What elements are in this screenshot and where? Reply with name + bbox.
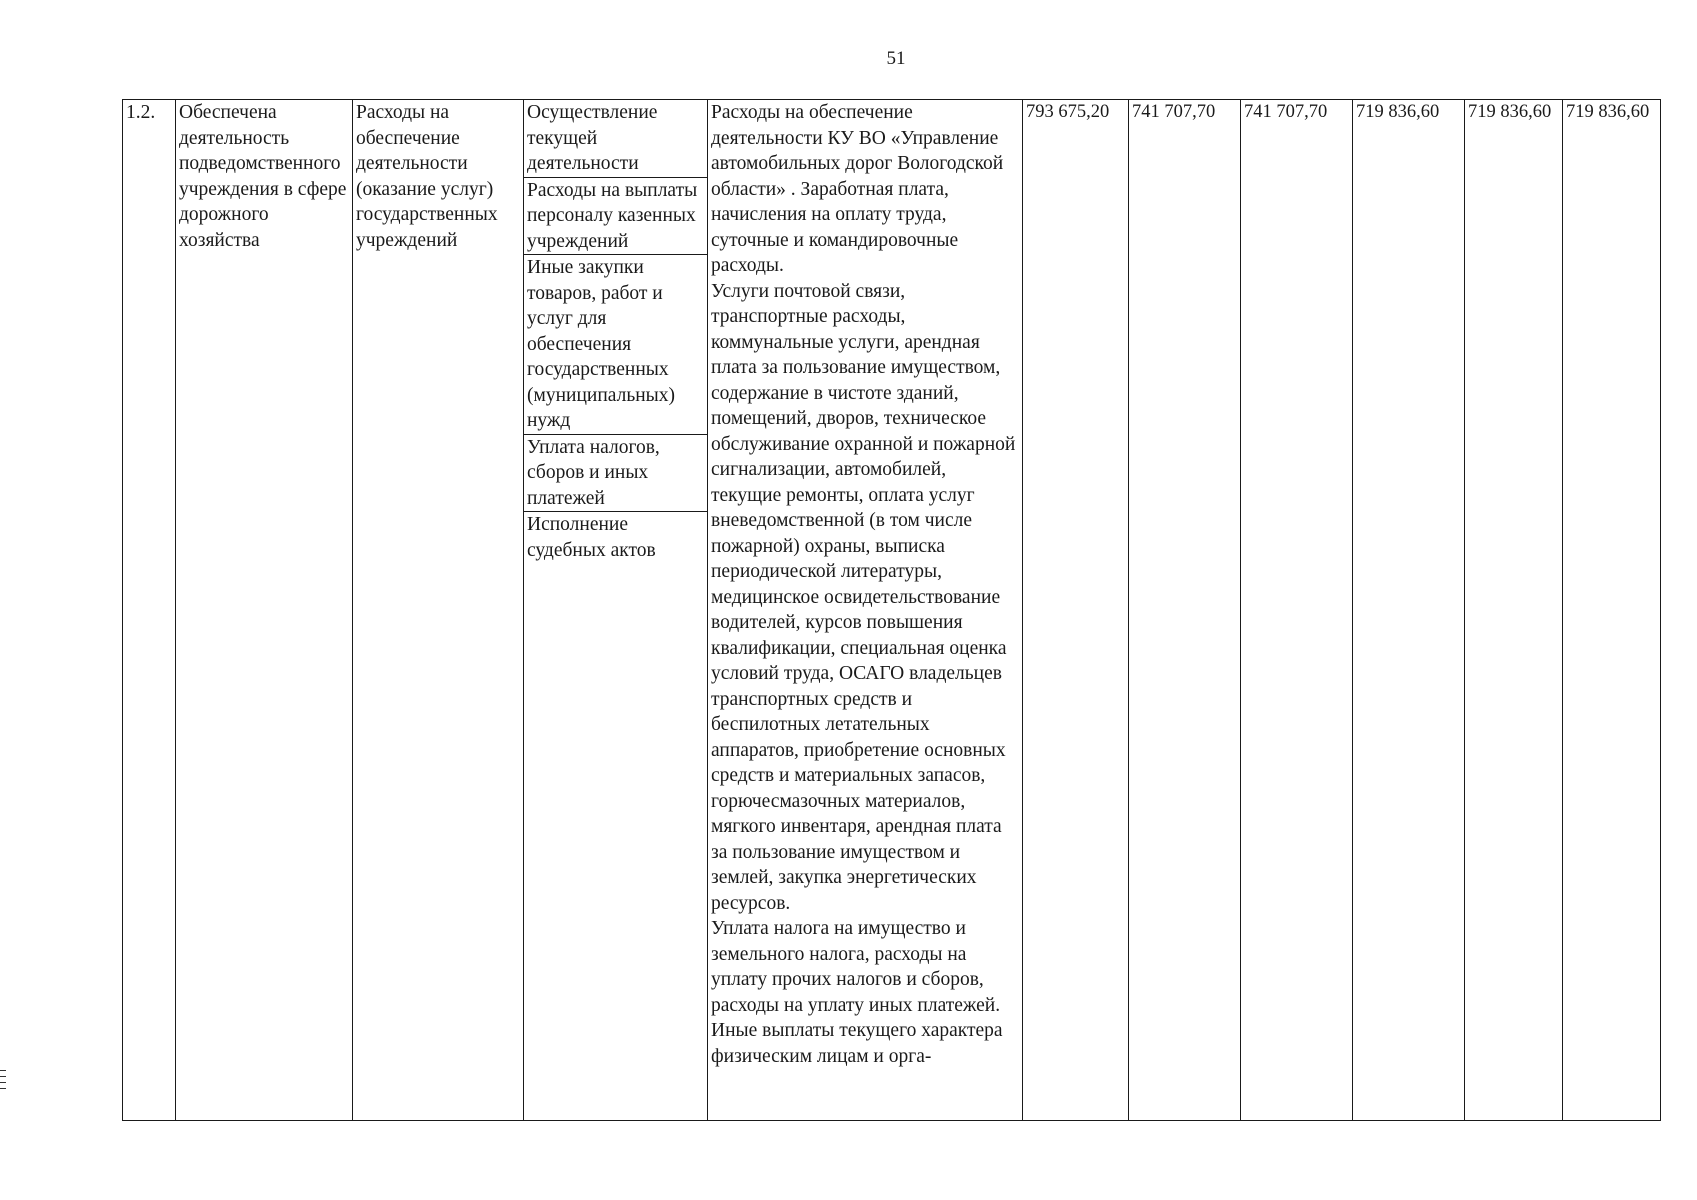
direction-item: Расходы на выплаты персоналу казенных учреждений	[524, 178, 707, 256]
description-paragraph: Расходы на обеспечение деятельности КУ ВО «Управление автомобильных дорог Вологодской области» . Заработная плата, начисления на оплату труда, суточные и командировочные расходы.	[711, 102, 1004, 276]
table-row	[123, 100, 1661, 1121]
description-paragraph: Иные выплаты текущего характера физическим лицам и орга-	[711, 1020, 1003, 1067]
page-number: 51	[886, 48, 906, 69]
direction-item: Иные закупки товаров, работ и услуг для обеспечения государственных (муниципальных) нужд	[524, 255, 707, 435]
directions-cell	[524, 100, 708, 1121]
direction-item: Исполнение судебных актов	[527, 514, 656, 561]
amount-cell: 719 836,60	[1465, 100, 1563, 1121]
description-paragraph: Уплата налога на имущество и земельного налога, расходы на уплату прочих налогов и сборов, расходы на уплату иных платежей.	[711, 918, 1001, 1016]
amount-cell: 741 707,70	[1241, 100, 1353, 1121]
result-cell: Обеспечена деятельность подведомственного учреждения в сфере дорожного хозяйства	[176, 100, 353, 1121]
row-index: 1.2.	[123, 100, 176, 1121]
direction-item: Осуществление текущей деятельности	[524, 100, 707, 178]
amount-cell: 719 836,60	[1353, 100, 1465, 1121]
description-paragraph: Услуги почтовой связи, транспортные расходы, коммунальные услуги, арендная плата за пользование имуществом, содержание в чистоте зданий, помещений, дворов, техническое обслуживание охранной и пожарной сигнализации, автомобилей, текущие ремонты, оплата услуг вневедомственной (в том числе пожарной) охраны, выписка периодической литературы, медицинское освидетельствование водителей, курсов повышения квалификации, специальная оценка условий труда, ОСАГО владельцев транспортных средств и беспилотных летательных аппаратов, приобретение основных средств и материальных запасов, горючесмазочных материалов, мягкого инвентаря, арендная плата за пользование имуществом и землей, закупка энергетических ресурсов.	[711, 280, 1016, 914]
amount-cell: 741 707,70	[1129, 100, 1241, 1121]
budget-table	[122, 99, 1661, 1121]
direction-item: Уплата налогов, сборов и иных платежей	[524, 435, 707, 513]
event-cell: Расходы на обеспечение деятельности (оказание услуг) государственных учреждений	[353, 100, 524, 1121]
scan-margin-mark	[0, 1070, 6, 1100]
amount-cell: 719 836,60	[1563, 100, 1661, 1121]
amount-cell: 793 675,20	[1023, 100, 1129, 1121]
description-cell	[708, 100, 1023, 1121]
